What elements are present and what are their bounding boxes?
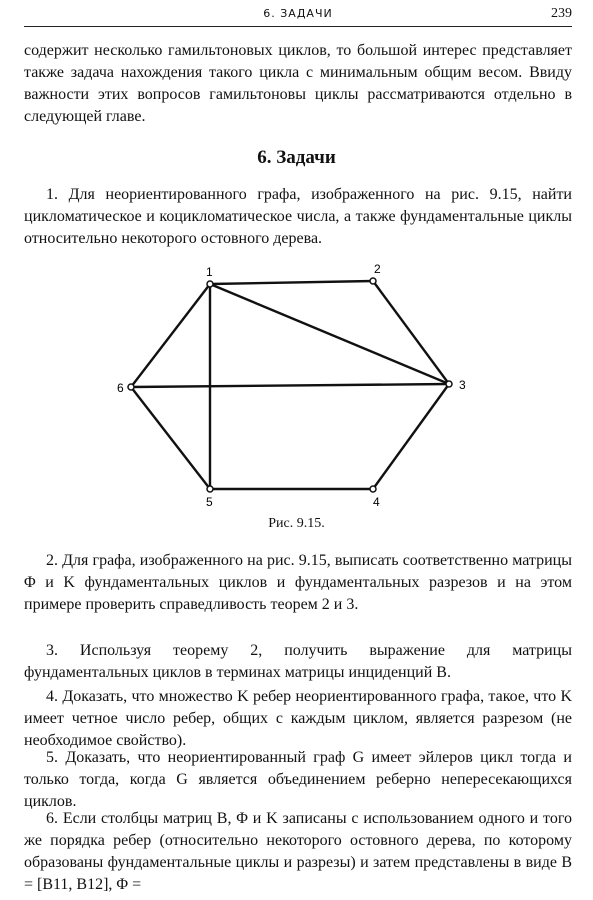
edge-6-1: [131, 284, 210, 387]
vertex-label-1: 1: [206, 265, 213, 279]
vertex-1: [207, 281, 213, 287]
vertex-label-5: 5: [206, 495, 213, 509]
section-title: 6. Задачи: [257, 147, 336, 168]
vertex-6: [128, 384, 134, 390]
vertex-label-3: 3: [459, 378, 466, 392]
vertex-4: [370, 486, 376, 492]
vertex-label-4: 4: [373, 495, 380, 509]
graph-svg: [100, 258, 480, 518]
problem-1: 1. Для неориентированного графа, изображенного на рис. 9.15, найти цикломатическое и коцикломатическое числа, а также фундаментальные циклы относительно некоторого остовного дерева.: [24, 186, 572, 247]
edge-1-2: [210, 281, 373, 284]
problem-2: 2. Для графа, изображенного на рис. 9.15, выписать соответственно матрицы Φ и K фундаментальных циклов и фундаментальных разрезов и на этом примере проверить справедливость теорем 2 и 3.: [24, 552, 572, 613]
problem-6: 6. Если столбцы матриц B, Φ и K записаны с использованием одного и того же порядка ребер (относительно некоторого остовного дерева, по которому образованы фундаментальные циклы и разрезы) и затем представлены в виде B = [B11, B12], Φ =: [24, 810, 572, 893]
figure-caption: Рис. 9.15.: [268, 516, 325, 531]
page-header: [24, 4, 572, 27]
edge-6-3: [131, 384, 449, 387]
intro-paragraph: содержит несколько гамильтоновых циклов, то большой интерес представляет также задача нахождения такого цикла с минимальным общим весом. Ввиду важности этих вопросов гамильтоновы циклы рассматриваются отдельно в следующей главе.: [24, 42, 572, 125]
edge-3-4: [373, 384, 449, 489]
page-number: 239: [551, 6, 572, 21]
graph-figure: [100, 258, 480, 518]
vertex-5: [207, 486, 213, 492]
vertex-label-6: 6: [117, 381, 124, 395]
problem-5: 5. Доказать, что неориентированный граф G имеет эйлеров цикл тогда и только тогда, когда G является объединением реберно непересекающихся циклов.: [24, 749, 572, 810]
vertex-label-2: 2: [374, 262, 381, 276]
problem-4: 4. Доказать, что множество K ребер неориентированного графа, такое, что K имеет четное число ребер, общих с каждым циклом, является разрезом (не необходимое свойство).: [24, 688, 572, 749]
edge-5-6: [131, 387, 210, 489]
running-title: 6. ЗАДАЧИ: [263, 7, 333, 20]
problem-3: 3. Используя теорему 2, получить выражение для матрицы фундаментальных циклов в терминах матрицы инциденций B.: [24, 642, 572, 681]
vertex-2: [370, 278, 376, 284]
vertex-3: [446, 381, 452, 387]
